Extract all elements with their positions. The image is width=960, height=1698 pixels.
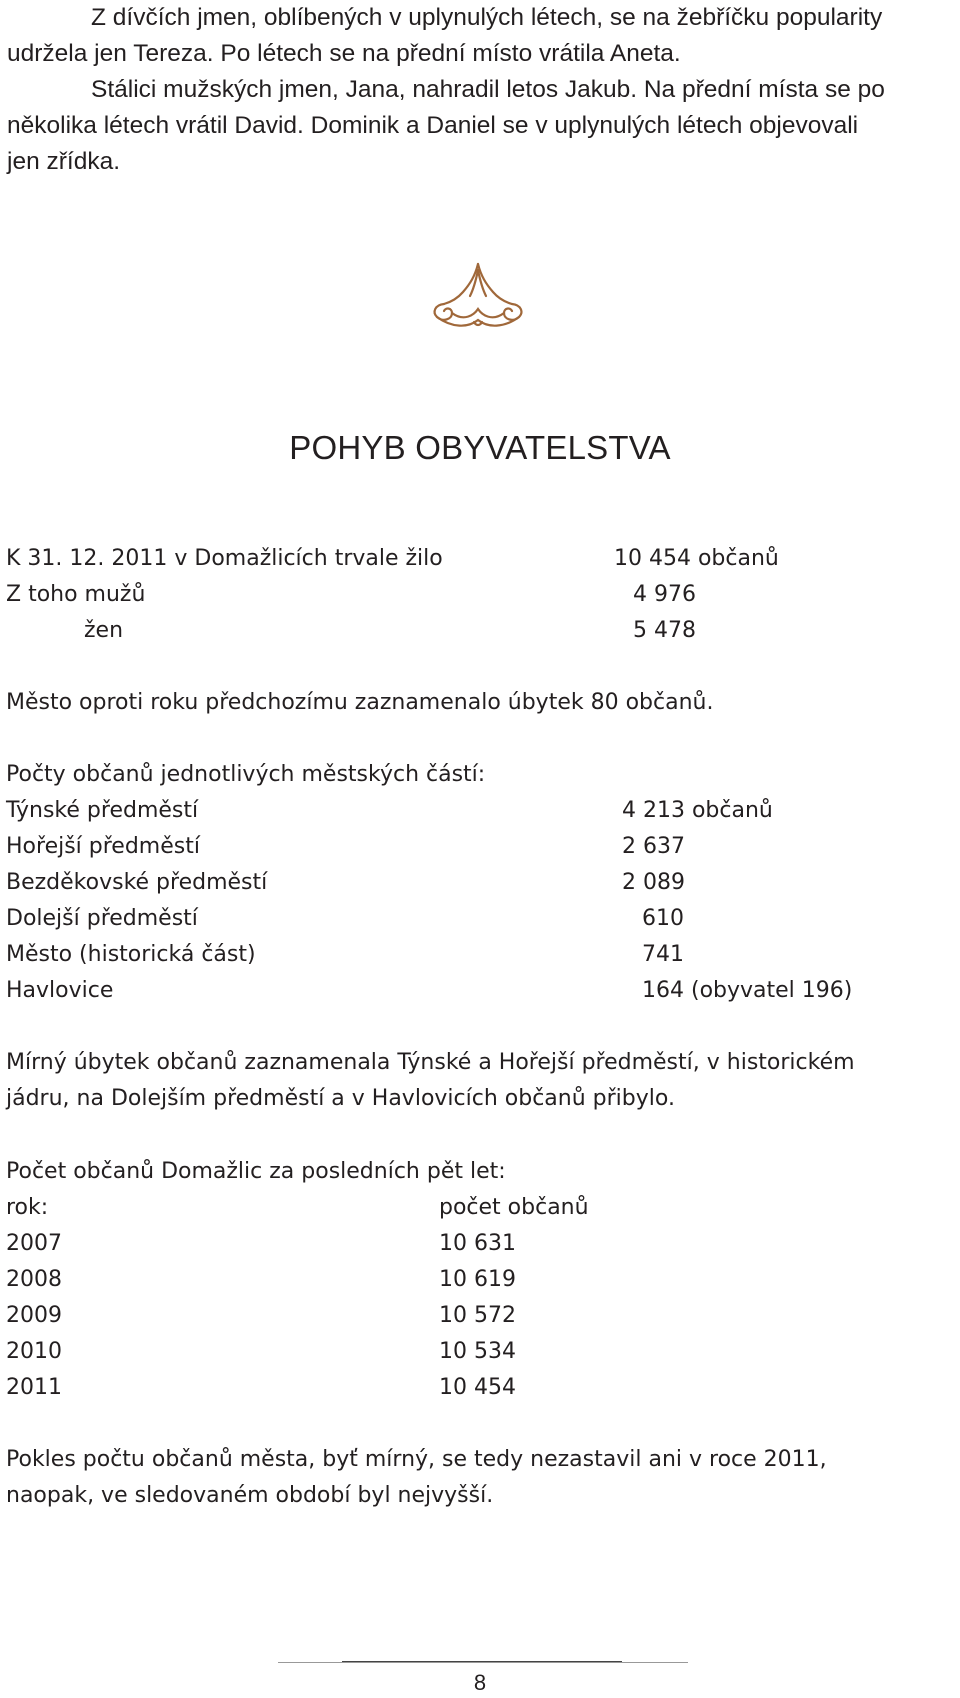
districts-note: Mírný úbytek občanů zaznamenala Týnské a Hořejší předměstí, v historickém (6, 1050, 855, 1075)
districts-heading: Počty občanů jednotlivých městských částí: (6, 762, 486, 787)
history-year: 2010 (6, 1339, 62, 1364)
women-value: 5 478 (633, 618, 696, 643)
history-count: 10 534 (439, 1339, 516, 1364)
district-value: 2 637 (622, 834, 685, 859)
district-name: Hořejší předměstí (6, 834, 200, 859)
history-col-year: rok: (6, 1195, 49, 1220)
total-value: 10 454 občanů (614, 546, 779, 571)
district-value: 164 (obyvatel 196) (642, 978, 853, 1003)
intro-line: Stálici mužských jmen, Jana, nahradil letos Jakub. Na přední místa se po (91, 76, 885, 103)
district-value: 741 (642, 942, 684, 967)
change-text: Město oproti roku předchozímu zaznamenalo úbytek 80 občanů. (6, 690, 714, 715)
conclusion-text: naopak, ve sledovaném období byl nejvyšší. (6, 1483, 494, 1508)
footer-divider (278, 1662, 688, 1663)
district-value: 4 213 občanů (622, 798, 773, 823)
page-number: 8 (473, 1670, 487, 1695)
intro-line: několika létech vrátil David. Dominik a Daniel se v uplynulých létech objevovali (7, 112, 859, 139)
district-name: Havlovice (6, 978, 114, 1003)
men-value: 4 976 (633, 582, 696, 607)
history-col-count: počet občanů (439, 1195, 589, 1220)
history-year: 2008 (6, 1267, 62, 1292)
women-label: žen (84, 618, 124, 643)
total-label: K 31. 12. 2011 v Domažlicích trvale žilo (6, 546, 443, 571)
district-name: Týnské předměstí (6, 798, 199, 823)
history-count: 10 619 (439, 1267, 516, 1292)
district-value: 610 (642, 906, 684, 931)
decorative-flourish-icon (430, 262, 526, 336)
history-year: 2007 (6, 1231, 62, 1256)
footer-divider (342, 1661, 622, 1662)
districts-note: jádru, na Dolejším předměstí a v Havlovicích občanů přibylo. (6, 1086, 675, 1111)
history-count: 10 572 (439, 1303, 516, 1328)
intro-line: udržela jen Tereza. Po létech se na přední místo vrátila Aneta. (7, 40, 681, 67)
district-name: Bezděkovské předměstí (6, 870, 268, 895)
intro-text (7, 0, 957, 180)
district-name: Dolejší předměstí (6, 906, 198, 931)
men-label: Z toho mužů (6, 582, 146, 607)
history-year: 2011 (6, 1375, 62, 1400)
conclusion-text: Pokles počtu občanů města, byť mírný, se tedy nezastavil ani v roce 2011, (6, 1447, 827, 1472)
history-year: 2009 (6, 1303, 62, 1328)
history-count: 10 454 (439, 1375, 516, 1400)
intro-line: Z dívčích jmen, oblíbených v uplynulých létech, se na žebříčku popularity (91, 4, 883, 31)
history-heading: Počet občanů Domažlic za posledních pět let: (6, 1159, 506, 1184)
district-value: 2 089 (622, 870, 685, 895)
section-title: POHYB OBYVATELSTVA (289, 429, 671, 466)
intro-line: jen zřídka. (7, 148, 121, 175)
district-name: Město (historická část) (6, 942, 256, 967)
history-count: 10 631 (439, 1231, 516, 1256)
